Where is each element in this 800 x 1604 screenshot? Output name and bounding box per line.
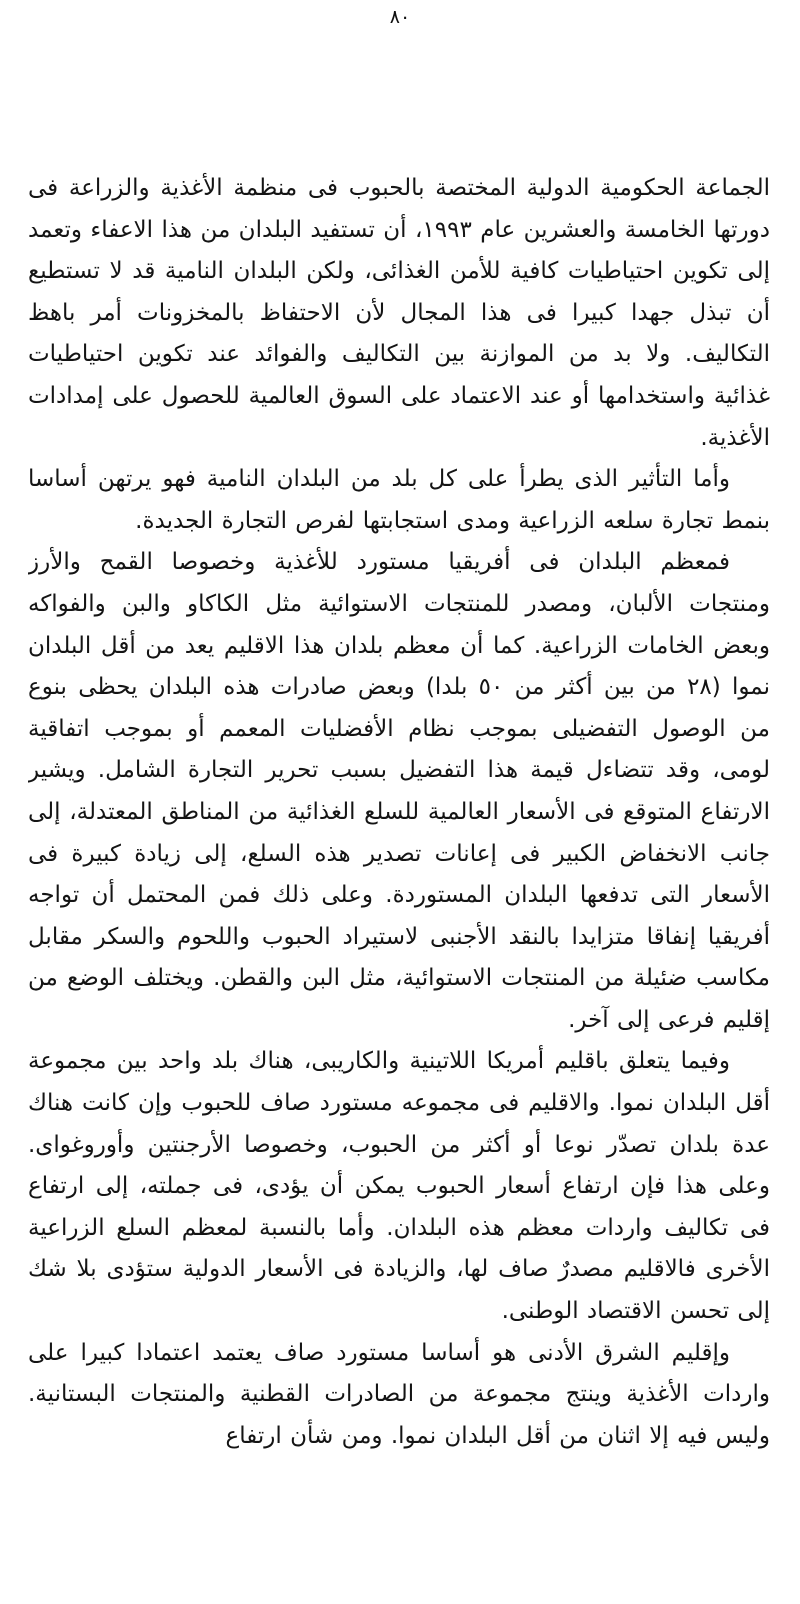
paragraph: وأما التأثير الذى يطرأ على كل بلد من البلدان النامية فهو يرتهن أساسا بنمط تجارة سلعه الزراعية ومدى استجابتها لفرص التجارة الجديدة. — [28, 466, 770, 534]
paragraph: فمعظم البلدان فى أفريقيا مستورد للأغذية وخصوصا القمح والأرز ومنتجات الألبان، ومصدر للمنتجات الاستوائية مثل الكاكاو والبن والفواكه وبعض الخامات الزراعية. كما أن معظم بلدان هذا الاقليم يعد من أقل البلدان نموا (٢٨ من بين أكثر من ٥٠ بلدا) وبعض صادرات هذه البلدان يحظى بنوع من الوصول التفضيلى بموجب نظام الأفضليات المعمم أو بموجب اتفاقية لومى، وقد تتضاءل قيمة هذا التفضيل بسبب تحرير التجارة الشامل. ويشير الارتفاع المتوقع فى الأسعار العالمية للسلع الغذائية من المناطق المعتدلة، إلى جانب الانخفاض الكبير فى إعانات تصدير هذه السلع، إلى زيادة كبيرة فى الأسعار التى تدفعها البلدان المستوردة. وعلى ذلك فمن المحتمل أن تواجه أفريقيا إنفاقا متزايدا بالنقد الأجنبى لاستيراد الحبوب واللحوم والسكر مقابل مكاسب ضئيلة من المنتجات الاستوائية، مثل البن والقطن. ويختلف الوضع من إقليم فرعى إلى آخر. — [28, 549, 770, 1033]
page-content — [28, 168, 770, 1604]
paragraph: وفيما يتعلق باقليم أمريكا اللاتينية والكاريبى، هناك بلد واحد بين مجموعة أقل البلدان نموا. والاقليم فى مجموعه مستورد صاف للحبوب وإن كانت هناك عدة بلدان تصدّر نوعا أو أكثر من الحبوب، وخصوصا الأرجنتين وأوروغواى. وعلى هذا فإن ارتفاع أسعار الحبوب يمكن أن يؤدى، فى جملته، إلى ارتفاع فى تكاليف واردات معظم هذه البلدان. وأما بالنسبة لمعظم السلع الزراعية الأخرى فالاقليم مصدرٌ صاف لها، والزيادة فى الأسعار الدولية ستؤدى بلا شك إلى تحسن الاقتصاد الوطنى. — [28, 1048, 770, 1325]
paragraph: الجماعة الحكومية الدولية المختصة بالحبوب فى منظمة الأغذية والزراعة فى دورتها الخامسة والعشرين عام ١٩٩٣، أن تستفيد البلدان من هذا الاعفاء وتعمد إلى تكوين احتياطيات كافية للأمن الغذائى، ولكن البلدان النامية قد لا تستطيع أن تبذل جهدا كبيرا فى هذا المجال لأن الاحتفاظ بالمخزونات أمر باهظ التكاليف. ولا بد من الموازنة بين التكاليف والفوائد عند تكوين احتياطيات غذائية واستخدامها أو عند الاعتماد على السوق العالمية للحصول على إمدادات الأغذية. — [28, 175, 770, 451]
paragraph: وإقليم الشرق الأدنى هو أساسا مستورد صاف يعتمد اعتمادا كبيرا على واردات الأغذية وينتج مجموعة من الصادرات القطنية والمنتجات البستانية. وليس فيه إلا اثنان من أقل البلدان نموا. ومن شأن ارتفاع — [28, 1339, 770, 1449]
page-number: ٨٠ — [389, 6, 411, 28]
